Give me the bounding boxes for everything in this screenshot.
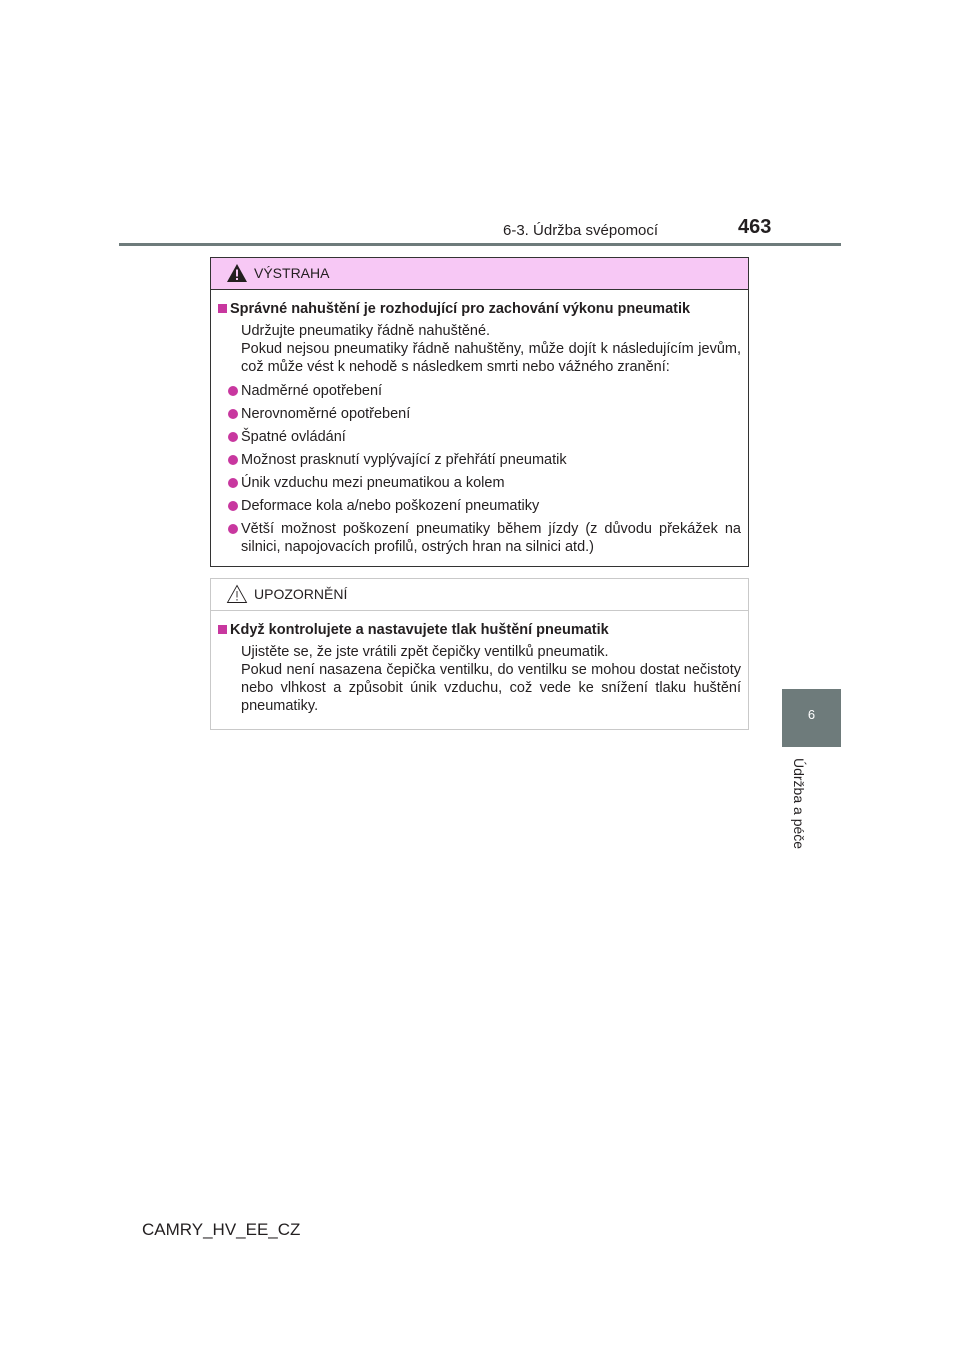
caution-paragraph <box>218 643 741 715</box>
page-number: 463 <box>738 216 772 238</box>
chapter-tab <box>782 689 841 747</box>
circle-bullet-icon <box>228 455 238 465</box>
caution-title: UPOZORNĚNÍ <box>254 586 348 602</box>
list-item: Únik vzduchu mezi pneumatikou a kolem <box>218 474 741 492</box>
caution-line: Pokud není nasazena čepička ventilku, do ventilku se mohou dostat nečistoty nebo vlhkost a způsobit únik vzduchu, což vede ke snížení tlaku huštění pneumatiky. <box>241 662 741 714</box>
circle-bullet-icon <box>228 501 238 511</box>
warning-body <box>211 290 748 556</box>
warning-line: Pokud nejsou pneumatiky řádně nahuštěny, může dojít k následujícím jevům, což může vést k nehodě s následkem smrti nebo vážného zranění: <box>241 341 741 375</box>
circle-bullet-icon <box>228 386 238 396</box>
list-item: Deformace kola a/nebo poškození pneumatiky <box>218 497 741 515</box>
list-item: Špatné ovládání <box>218 428 741 446</box>
caution-triangle-icon <box>226 584 248 604</box>
chapter-number: 6 <box>807 707 816 722</box>
header-section-title: 6-3. Údržba svépomocí <box>503 222 659 239</box>
circle-bullet-icon <box>228 432 238 442</box>
circle-bullet-icon <box>228 478 238 488</box>
warning-header <box>211 258 748 290</box>
header-rule <box>119 243 841 246</box>
caution-subheading: Když kontrolujete a nastavujete tlak huštění pneumatik <box>218 621 741 639</box>
caution-header <box>211 579 748 611</box>
list-item: Nadměrné opotřebení <box>218 382 741 400</box>
circle-bullet-icon <box>228 524 238 534</box>
circle-bullet-icon <box>228 409 238 419</box>
square-bullet-icon <box>218 625 227 634</box>
warning-line: Udržujte pneumatiky řádně nahuštěné. <box>241 323 491 339</box>
square-bullet-icon <box>218 304 227 313</box>
warning-title: VÝSTRAHA <box>254 265 330 281</box>
list-item: Možnost prasknutí vyplývající z přehřátí pneumatik <box>218 451 741 469</box>
warning-triangle-icon <box>226 263 248 283</box>
footer-code: CAMRY_HV_EE_CZ <box>142 1220 301 1239</box>
list-item: Větší možnost poškození pneumatiky během jízdy (z důvodu překážek na silnici, napojovacích profilů, ostrých hran na silnici atd.) <box>218 520 741 556</box>
caution-box <box>210 578 749 730</box>
caution-body <box>211 611 748 715</box>
warning-box <box>210 257 749 567</box>
warning-subheading: Správné nahuštění je rozhodující pro zachování výkonu pneumatik <box>218 300 741 318</box>
list-item: Nerovnoměrné opotřebení <box>218 405 741 423</box>
chapter-label: Údržba a péče <box>791 758 807 850</box>
caution-line: Ujistěte se, že jste vrátili zpět čepičky ventilků pneumatik. <box>241 644 609 660</box>
warning-bullet-list <box>218 382 741 556</box>
warning-paragraph <box>218 322 741 376</box>
